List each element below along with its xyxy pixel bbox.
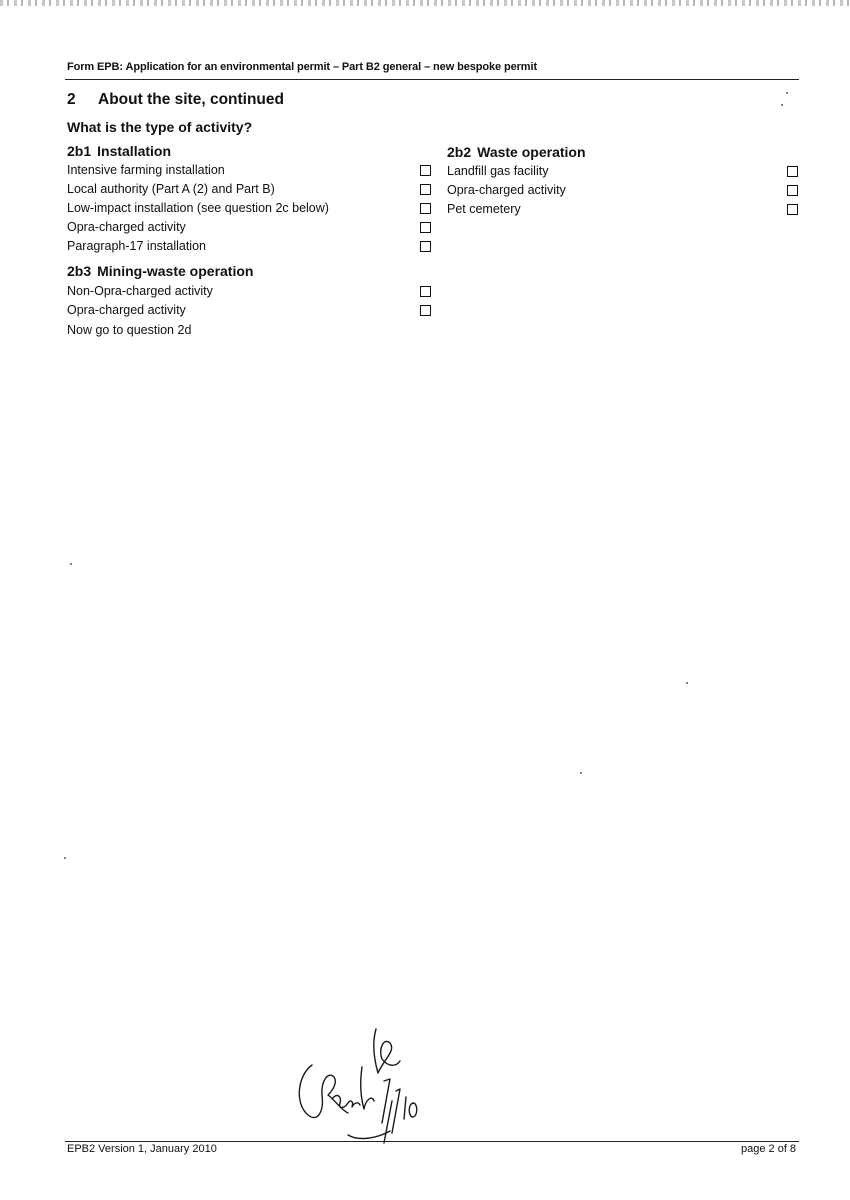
option-row-non-opra-mining bbox=[67, 282, 431, 301]
checkbox-paragraph-17[interactable] bbox=[420, 241, 431, 252]
group-label: Mining-waste operation bbox=[97, 263, 254, 279]
checkbox-non-opra-mining[interactable] bbox=[420, 286, 431, 297]
signature-image bbox=[288, 1015, 428, 1155]
group-label: Waste operation bbox=[477, 144, 586, 160]
scan-speck bbox=[786, 92, 788, 94]
header-rule bbox=[65, 79, 799, 80]
footer-page-number: page 2 of 8 bbox=[741, 1143, 797, 1155]
option-row-opra-mining bbox=[67, 301, 431, 320]
checkbox-landfill-gas[interactable] bbox=[787, 166, 798, 177]
group-installation bbox=[67, 141, 431, 256]
option-row-landfill-gas bbox=[447, 162, 800, 181]
option-label: Non-Opra-charged activity bbox=[67, 284, 213, 298]
section-number: 2 bbox=[67, 91, 76, 108]
option-row-opra-waste bbox=[447, 181, 800, 200]
footer-rule bbox=[65, 1141, 799, 1142]
group-mining-waste bbox=[67, 261, 431, 340]
section-title: About the site, continued bbox=[98, 91, 284, 108]
group-waste-operation bbox=[447, 142, 800, 219]
group-title-installation bbox=[67, 141, 431, 161]
group-number: 2b3 bbox=[67, 263, 92, 279]
scan-speck bbox=[64, 857, 66, 859]
checkbox-local-authority[interactable] bbox=[420, 184, 431, 195]
go-to-note: Now go to question 2d bbox=[67, 323, 192, 337]
option-row-pet-cemetery bbox=[447, 200, 800, 219]
option-row-local-authority bbox=[67, 180, 431, 199]
option-row-opra-installation bbox=[67, 218, 431, 237]
scan-speck bbox=[70, 563, 72, 565]
option-label: Opra-charged activity bbox=[67, 303, 186, 317]
option-label: Opra-charged activity bbox=[67, 220, 186, 234]
option-label: Landfill gas facility bbox=[447, 164, 549, 178]
option-label: Pet cemetery bbox=[447, 202, 521, 216]
option-label: Intensive farming installation bbox=[67, 163, 225, 177]
option-label: Paragraph-17 installation bbox=[67, 239, 206, 253]
option-row-intensive-farming bbox=[67, 161, 431, 180]
scan-speck bbox=[580, 772, 582, 774]
option-label: Low-impact installation (see question 2c below) bbox=[67, 201, 329, 215]
scan-edge bbox=[0, 0, 850, 6]
group-label: Installation bbox=[97, 143, 172, 159]
checkbox-opra-mining[interactable] bbox=[420, 305, 431, 316]
checkbox-opra-installation[interactable] bbox=[420, 222, 431, 233]
checkbox-opra-waste[interactable] bbox=[787, 185, 798, 196]
group-number: 2b1 bbox=[67, 143, 92, 159]
option-label: Opra-charged activity bbox=[447, 183, 566, 197]
footer-version: EPB2 Version 1, January 2010 bbox=[67, 1143, 217, 1155]
group-title-waste-operation bbox=[447, 142, 800, 162]
checkbox-intensive-farming[interactable] bbox=[420, 165, 431, 176]
group-title-mining-waste bbox=[67, 261, 431, 281]
scan-speck bbox=[686, 682, 688, 684]
option-row-paragraph-17 bbox=[67, 237, 431, 256]
scan-speck bbox=[781, 104, 783, 106]
group-number: 2b2 bbox=[447, 144, 472, 160]
checkbox-low-impact[interactable] bbox=[420, 203, 431, 214]
checkbox-pet-cemetery[interactable] bbox=[787, 204, 798, 215]
section-heading bbox=[67, 91, 284, 109]
option-label: Local authority (Part A (2) and Part B) bbox=[67, 182, 275, 196]
question-text: What is the type of activity? bbox=[67, 119, 253, 135]
option-row-low-impact bbox=[67, 199, 431, 218]
form-title: Form EPB: Application for an environmental permit – Part B2 general – new bespoke permit bbox=[67, 61, 538, 73]
